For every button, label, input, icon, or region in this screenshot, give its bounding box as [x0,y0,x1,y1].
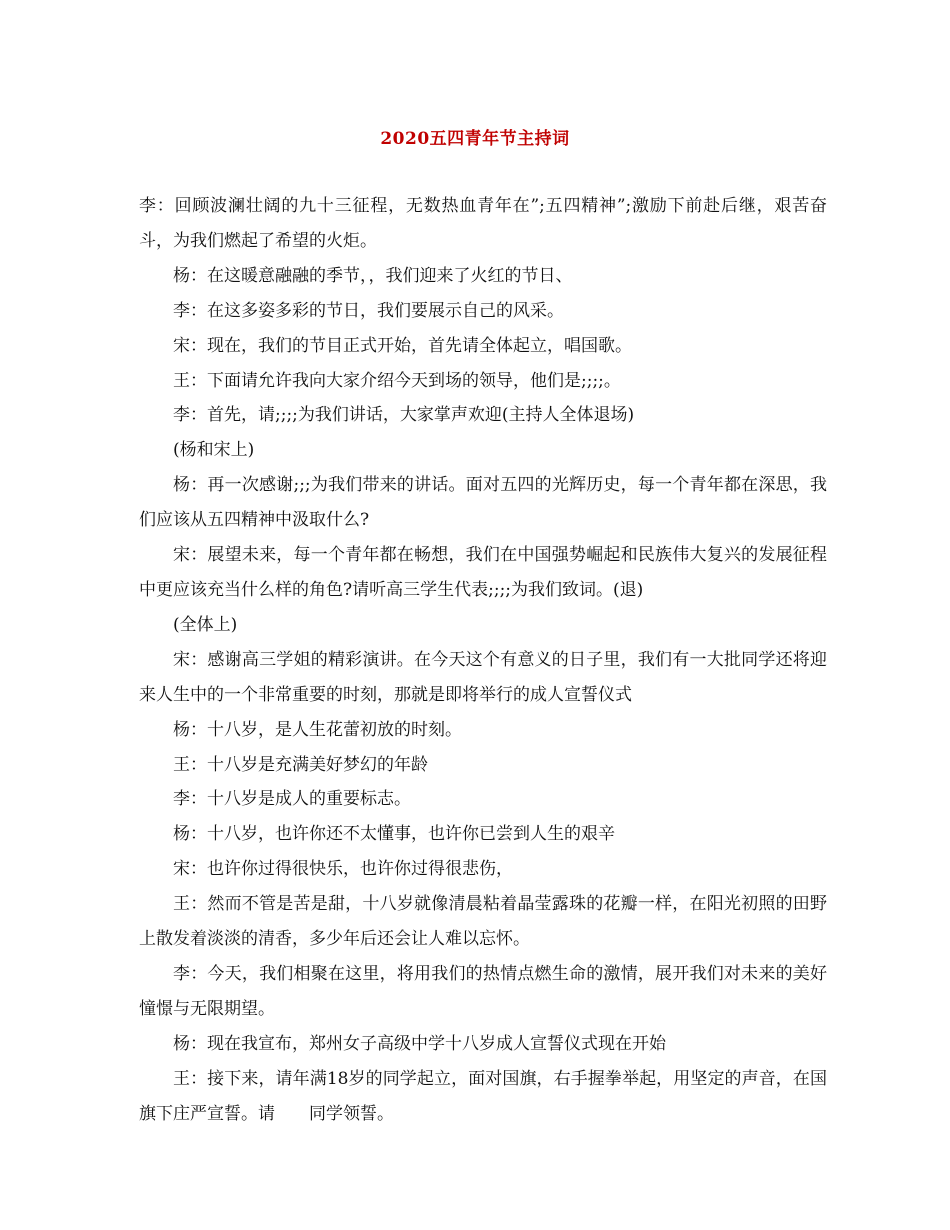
paragraph: 宋：感谢高三学姐的精彩演讲。在今天这个有意义的日子里，我们有一大批同学还将迎来人生中的一个非常重要的时刻，那就是即将举行的成人宣誓仪式 [139,649,827,705]
paragraph: 王：接下来，请年满18岁的同学起立，面对国旗，右手握拳举起，用坚定的声音，在国旗下庄严宣誓。请 同学领誓。 [139,1068,827,1124]
paragraph: 李：今天，我们相聚在这里，将用我们的热情点燃生命的激情，展开我们对未来的美好憧憬与无限期望。 [139,963,827,1019]
paragraph: 宋：也许你过得很快乐，也许你过得很悲伤， [173,859,513,880]
paragraph: 李：在这多姿多彩的节日，我们要展示自己的风采。 [173,300,564,321]
document-body [139,189,827,1131]
paragraph: 杨：在这暖意融融的季节，，我们迎来了火红的节日、 [173,265,573,286]
paragraph: 李：十八岁是成人的重要标志。 [173,789,411,810]
paragraph: 王：然而不管是苦是甜，十八岁就像清晨粘着晶莹露珠的花瓣一样，在阳光初照的田野上散发着淡淡的清香，多少年后还会让人难以忘怀。 [139,894,827,950]
paragraph: 杨：现在我宣布，郑州女子高级中学十八岁成人宣誓仪式现在开始 [173,1033,666,1054]
paragraph: 李：首先，请;;;;为我们讲话，大家掌声欢迎(主持人全体退场) [173,405,635,426]
paragraph: 王：十八岁是充满美好梦幻的年龄 [173,754,428,775]
paragraph: 杨：再一次感谢;;;为我们带来的讲话。面对五四的光辉历史，每一个青年都在深思，我们应该从五四精神中汲取什么? [139,475,827,531]
stage-direction: (杨和宋上) [173,440,255,461]
paragraph: 杨：十八岁，也许你还不太懂事，也许你已尝到人生的艰辛 [173,824,615,845]
stage-direction: (全体上) [173,614,238,635]
paragraph: 宋：展望未来，每一个青年都在畅想，我们在中国强势崛起和民族伟大复兴的发展征程中更应该充当什么样的角色?请听高三学生代表;;;;为我们致词。(退) [139,545,827,600]
document-title: 2020五四青年节主持词 [380,129,570,149]
paragraph: 杨：十八岁，是人生花蕾初放的时刻。 [173,719,462,740]
paragraph: 宋：现在，我们的节目正式开始，首先请全体起立，唱国歌。 [173,335,632,356]
paragraph: 李：回顾波澜壮阔的九十三征程，无数热血青年在”;五四精神”;激励下前赴后继，艰苦奋斗，为我们燃起了希望的火炬。 [139,196,827,251]
paragraph: 王：下面请允许我向大家介绍今天到场的领导，他们是;;;;。 [173,370,621,391]
